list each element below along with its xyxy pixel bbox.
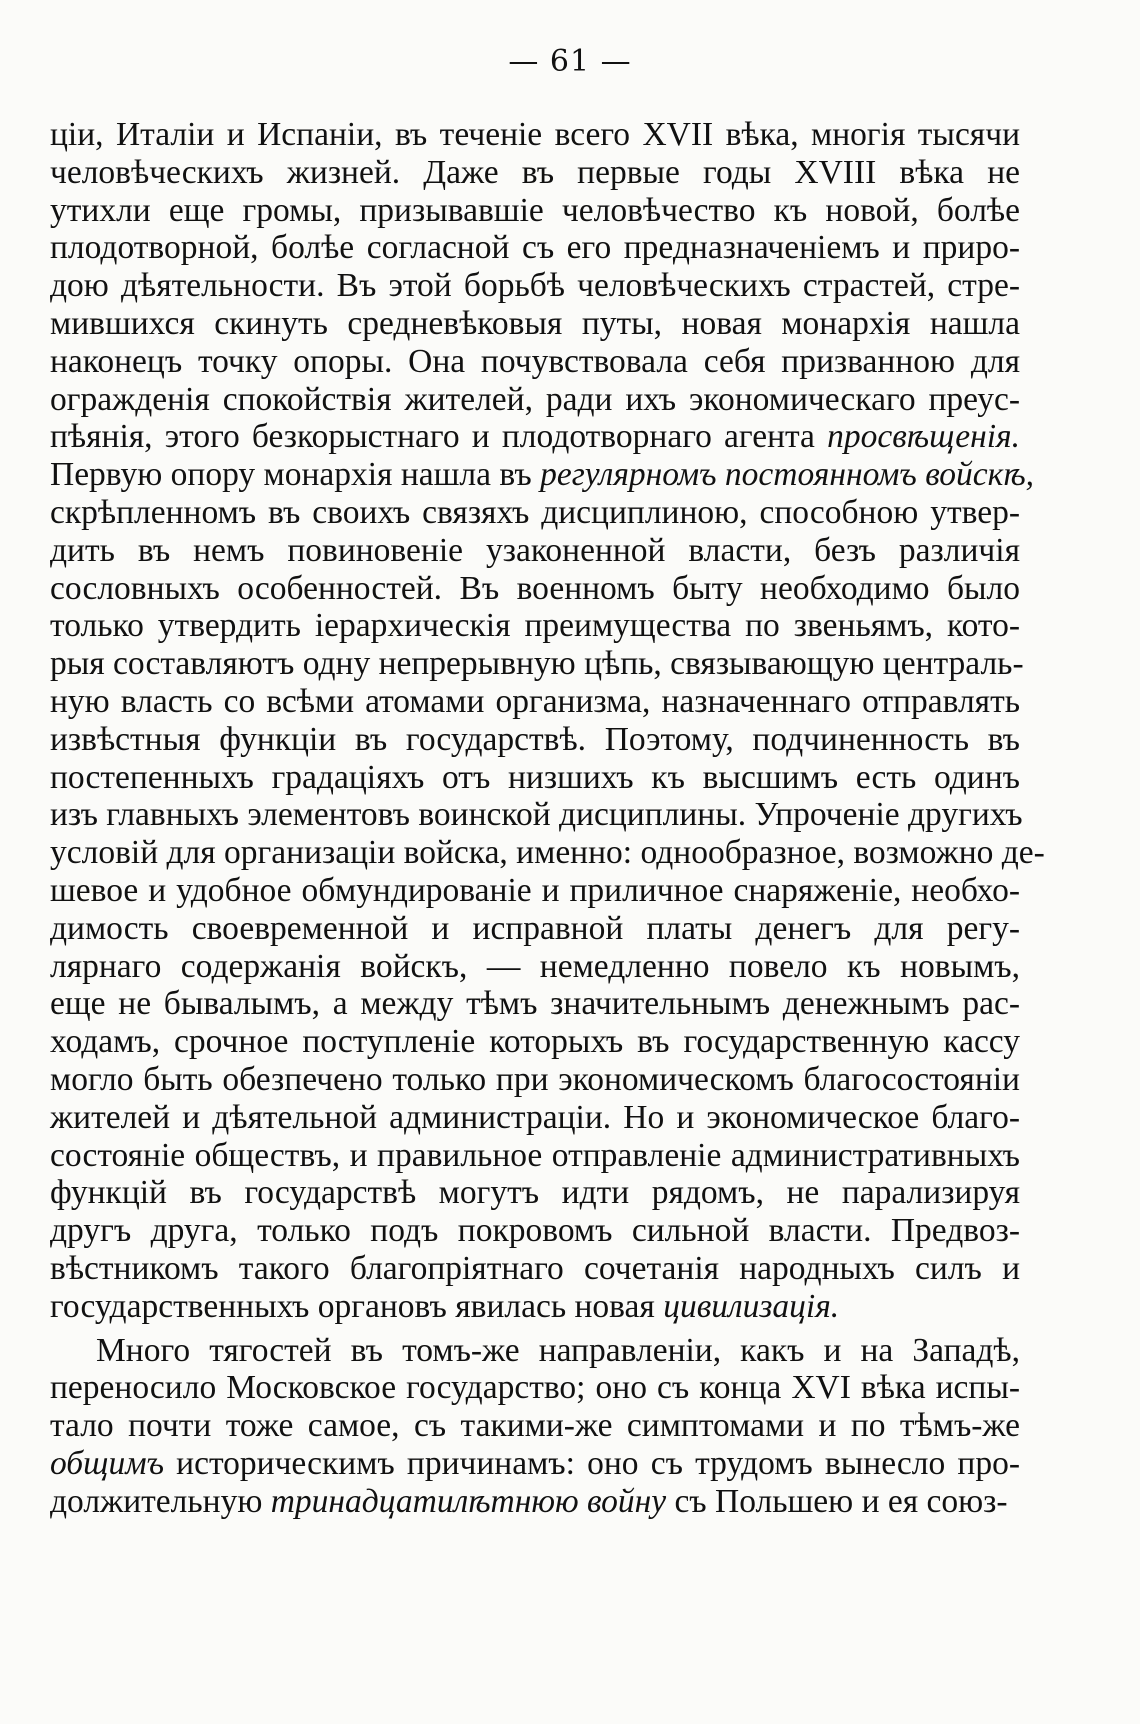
text-run: Первую опору монархія нашла въ xyxy=(50,456,541,494)
text-line xyxy=(50,1250,1020,1288)
text-line xyxy=(50,1099,1020,1137)
text-run: функцій въ государствѣ могутъ идти рядомъ, не парализируя xyxy=(50,1174,1020,1212)
text-line xyxy=(50,1061,1020,1099)
text-line xyxy=(50,456,1035,494)
text-line xyxy=(50,948,1020,986)
text-line xyxy=(50,116,1020,154)
text-line xyxy=(50,229,1020,267)
text-line xyxy=(50,1137,1020,1175)
text-run: огражденія спокойствія жителей, ради ихъ экономическаго преус- xyxy=(50,380,1020,418)
text-line xyxy=(50,683,1020,721)
text-run: изъ главныхъ элементовъ воинской дисциплины. Упроченіе другихъ xyxy=(50,796,1023,834)
text-run: ходамъ, срочное поступленіе которыхъ въ государственную кассу xyxy=(50,1023,1020,1061)
text-run: скрѣпленномъ въ своихъ связяхъ дисциплиною, способною утвер- xyxy=(50,493,1020,531)
text-run: сословныхъ особенностей. Въ военномъ быту необходимо было xyxy=(50,569,1020,607)
text-line xyxy=(50,721,1020,759)
text-line xyxy=(50,192,1020,230)
italic-text: просвѣщенія. xyxy=(827,418,1020,456)
text-line xyxy=(50,1023,1020,1061)
text-run: постепенныхъ градаціяхъ отъ низшихъ къ высшимъ есть одинъ xyxy=(50,758,1020,796)
text-run: лярнаго содержанія войскъ, — немедленно повело къ новымъ, xyxy=(50,947,1020,985)
text-line xyxy=(50,1212,1020,1250)
text-run: должительную xyxy=(50,1482,271,1520)
text-run: вѣстникомъ такого благопріятнаго сочетанія народныхъ силъ и xyxy=(50,1249,1020,1287)
text-line xyxy=(50,796,1023,834)
text-line xyxy=(50,343,1020,381)
text-line xyxy=(50,1288,1020,1326)
text-run: шевое и удобное обмундированіе и приличное снаряженіе, необхо- xyxy=(50,871,1020,909)
text-run: переносило Московское государство; оно съ конца XVI вѣка испы- xyxy=(50,1369,1020,1407)
text-run: другъ друга, только подъ покровомъ сильной власти. Предвоз- xyxy=(50,1212,1020,1250)
text-run: человѣческихъ жизней. Даже въ первые годы XVIII вѣка не xyxy=(50,153,1020,191)
text-run: извѣстныя функціи въ государствѣ. Поэтому, подчиненность въ xyxy=(50,720,1020,758)
text-run: условій для организаціи войска, именно: однообразное, возможно де- xyxy=(50,834,1045,872)
body-text xyxy=(50,116,1045,1520)
text-run: дою дѣятельности. Въ этой борьбѣ человѣческихъ страстей, стре- xyxy=(50,267,1020,305)
italic-text: общимъ xyxy=(50,1444,164,1482)
text-run: съ Польшею и ея союз- xyxy=(666,1482,1008,1520)
italic-text: тринадцатилѣтнюю войну xyxy=(270,1482,667,1520)
text-line xyxy=(50,872,1020,910)
text-line xyxy=(50,1407,1020,1445)
text-run: тало почти тоже самое, съ такими-же симптомами и по тѣмъ-же xyxy=(50,1407,1020,1445)
text-run: только утвердить іерархическія преимущества по звеньямъ, кото- xyxy=(50,607,1020,645)
text-line xyxy=(50,494,1020,532)
text-run: могло быть обезпечено только при экономическомъ благосостояніи xyxy=(50,1060,1020,1098)
text-run: рыя составляютъ одну непрерывную цѣпь, связывающую централь- xyxy=(50,645,1024,683)
text-line xyxy=(50,154,1020,192)
text-line xyxy=(50,1369,1020,1407)
text-line xyxy=(50,1332,1020,1370)
text-line xyxy=(50,267,1020,305)
italic-text: регулярномъ постоянномъ войскѣ, xyxy=(540,456,1035,494)
text-run: наконецъ точку опоры. Она почувствовала себя призванною для xyxy=(50,342,1020,380)
text-run: дить въ немъ повиновеніе узаконенной власти, безъ различія xyxy=(50,531,1020,569)
text-run: состояніе обществъ, и правильное отправленіе административныхъ xyxy=(50,1136,1020,1174)
text-run: плодотворной, болѣе согласной съ его предназначеніемъ и приро- xyxy=(50,229,1020,267)
text-line xyxy=(50,418,1020,456)
text-run: жителей и дѣятельной администраціи. Но и экономическое благо- xyxy=(50,1098,1020,1136)
text-line xyxy=(50,910,1020,948)
text-line xyxy=(50,759,1020,797)
text-run: димость своевременной и исправной платы денегъ для регу- xyxy=(50,909,1020,947)
text-line xyxy=(50,985,1020,1023)
text-line xyxy=(50,570,1020,608)
text-line xyxy=(50,1445,1020,1483)
text-line xyxy=(50,381,1020,419)
italic-text: цивилизація. xyxy=(663,1287,840,1325)
text-run: мившихся скинуть средневѣковыя путы, новая монархія нашла xyxy=(50,304,1020,342)
text-run: ціи, Италіи и Испаніи, въ теченіе всего XVII вѣка, многія тысячи xyxy=(50,116,1020,153)
paragraph xyxy=(50,116,1045,1326)
text-line xyxy=(50,1174,1020,1212)
text-run: еще не бывалымъ, а между тѣмъ значительнымъ денежнымъ рас- xyxy=(50,985,1020,1023)
text-line xyxy=(50,305,1020,343)
text-run: пѣянія, этого безкорыстнаго и плодотворнаго агента xyxy=(50,418,828,456)
text-line xyxy=(50,607,1020,645)
text-run: утихли еще громы, призывавшіе человѣчество къ новой, болѣе xyxy=(50,191,1020,229)
paragraph xyxy=(50,1332,1020,1521)
text-run: историческимъ причинамъ: оно съ трудомъ вынесло про- xyxy=(163,1444,1020,1482)
text-line xyxy=(50,1483,1020,1521)
text-run: Много тягостей въ томъ-же направленіи, какъ и на Западѣ, xyxy=(96,1331,1020,1369)
text-run: ную власть со всѣми атомами организма, назначеннаго отправлять xyxy=(50,682,1020,720)
text-line xyxy=(50,645,1024,683)
text-line xyxy=(50,532,1020,570)
page-number: — 61 — xyxy=(508,44,632,79)
text-run: государственныхъ органовъ явилась новая xyxy=(50,1287,664,1325)
text-line xyxy=(50,834,1045,872)
